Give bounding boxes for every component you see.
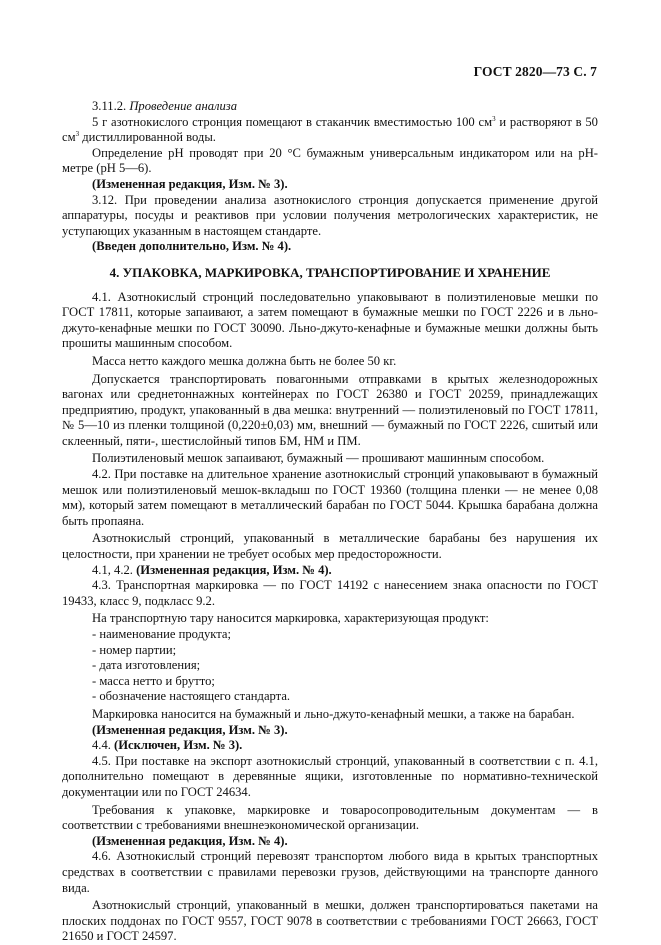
text-run: 4. УПАКОВКА, МАРКИРОВКА, ТРАНСПОРТИРОВАНИЕ И ХРАНЕНИЕ [109,264,551,280]
amendment-note: (Исключен, Изм. № 3). [114,738,243,753]
paragraph [62,578,598,609]
paragraph [62,723,598,739]
section-heading [62,265,598,281]
text-run: Масса нетто каждого мешка должна быть не более 50 кг. [92,353,397,368]
paragraph [62,467,598,529]
text-run: и растворяют в 50 см [62,114,598,145]
text-run: Полиэтиленовый мешок запаивают, бумажный — прошивают машинным способом. [92,451,545,466]
amendment-note: (Измененная редакция, Изм. № 4). [92,833,288,848]
paragraph [62,738,598,754]
text-run: 3.11.2. [92,99,130,113]
text-run: Маркировка наносится на бумажный и льно-джуто-кенафный мешки, а также на барабан. [92,706,575,721]
amendment-note: (Введен дополнительно, Изм. № 4). [92,239,292,254]
list-item: - дата изготовления; [92,658,201,673]
paragraph [62,898,598,945]
paragraph [62,146,598,177]
amendment-note: (Измененная редакция, Изм. № 3). [92,722,288,737]
paragraph [62,611,598,627]
paragraph [62,290,598,352]
subsection-title: Проведение анализа [129,99,237,113]
paragraph [62,99,598,115]
text-run: Азотнокислый стронций, упакованный в мешки, должен транспортироваться пакетами на плоских поддонах по ГОСТ 9557, ГОСТ 9078 в соответствии с требованиями ГОСТ 26663, ГОСТ 21650 и ГОСТ 24597. [62,898,598,944]
text-run: 4.1. Азотнокислый стронций последовательно упаковывают в полиэтиленовые мешки по ГОСТ 17811, которые запаивают, а затем помещают в бумажные мешки по ГОСТ 2226 и в льно-джуто-кенафные мешки по ГОСТ 30090. Льно-джуто-кенафные и бумажные мешки должны быть прошиты машинным способом. [62,289,598,351]
text-run: дистиллированной воды. [79,130,216,145]
paragraph [62,531,598,562]
paragraph [62,372,598,450]
list-item: - обозначение настоящего стандарта. [92,689,291,704]
text-run: Определение рН проводят при 20 °С бумажным универсальным индикатором или на рН-метре (рН 5—6). [62,145,598,176]
paragraph [62,754,598,801]
superscript: 3 [492,114,496,123]
paragraph [62,803,598,834]
paragraph [62,115,598,146]
list-item: - номер партии; [92,642,177,657]
paragraph [62,563,598,579]
paragraph [62,239,598,255]
paragraph [62,354,598,370]
text-run: 3.12. При проведении анализа азотнокислого стронция допускается применение другой аппаратуры, посуды и реактивов при условии получения метрологических характеристик, не уступающих указанным в настоящем стандарте. [62,192,598,238]
superscript: 3 [75,130,80,139]
text-run: Требования к упаковке, маркировке и товаросопроводительным документам — в соответствии с требованиями внешнеэкономической организации. [62,802,598,833]
page-header: ГОСТ 2820—73 С. 7 [473,64,597,79]
text-run: Азотнокислый стронций, упакованный в металлические барабаны без нарушения их целостности, при хранении не требует особых мер предосторожности. [62,531,598,562]
amendment-note: (Измененная редакция, Изм. № 3). [92,176,288,191]
text-run: 4.1, 4.2. [92,562,137,577]
document-body [62,99,598,945]
text-run: 5 г азотнокислого стронция помещают в стаканчик вместимостью 100 см [92,114,493,129]
list-item: - масса нетто и брутто; [92,673,215,688]
paragraph [62,193,598,240]
text-run: 4.4. [92,738,115,753]
text-run: Допускается транспортировать повагонными отправками в крытых железнодорожных вагонах или среднетоннажных контейнерах по ГОСТ 26380 и ГОСТ 20259, принадлежащих предприятию, продукт, упакованный в два мешка: внутренний — полиэтиленовый по ГОСТ 17811, № 5—10 из пленки толщиной (0,220±0,03) мм, внешний — бумажный по ГОСТ 2226, сшитый или склеенный, пяти-, шестислойный типов БМ, НМ и ПМ. [62,371,598,448]
text-run: 4.2. При поставке на длительное хранение азотнокислый стронций упаковывают в бумажный мешок или полиэтиленовый мешок-вкладыш по ГОСТ 19360 (толщина пленки — не менее 0,08 мм), который затем помещают в металлический барабан по ГОСТ 5044. Крышка барабана должна быть пропаяна. [62,467,598,528]
paragraph [62,451,598,467]
text-run: 4.3. Транспортная маркировка — по ГОСТ 14192 с нанесением знака опасности по ГОСТ 19433, класс 9, подкласс 9.2. [62,578,598,608]
paragraph [62,849,598,896]
text-run: 4.5. При поставке на экспорт азотнокислый стронций, упакованный в соответствии с п. 4.1, дополнительно помещают в деревянные ящики, изготовленные по нормативно-технической документации или по ГОСТ 24634. [62,753,598,799]
text-run: На транспортную тару наносится маркировка, характеризующая продукт: [92,611,489,626]
paragraph [62,834,598,850]
paragraph [62,707,598,723]
paragraph [62,177,598,193]
amendment-note: (Измененная редакция, Изм. № 4). [136,562,332,577]
text-run: 4.6. Азотнокислый стронций перевозят транспортом любого вида в крытых транспортных средствах в соответствии с правилами перевозки грузов, действующими на транспорте данного вида. [62,849,598,895]
list-item: - наименование продукта; [92,627,231,641]
